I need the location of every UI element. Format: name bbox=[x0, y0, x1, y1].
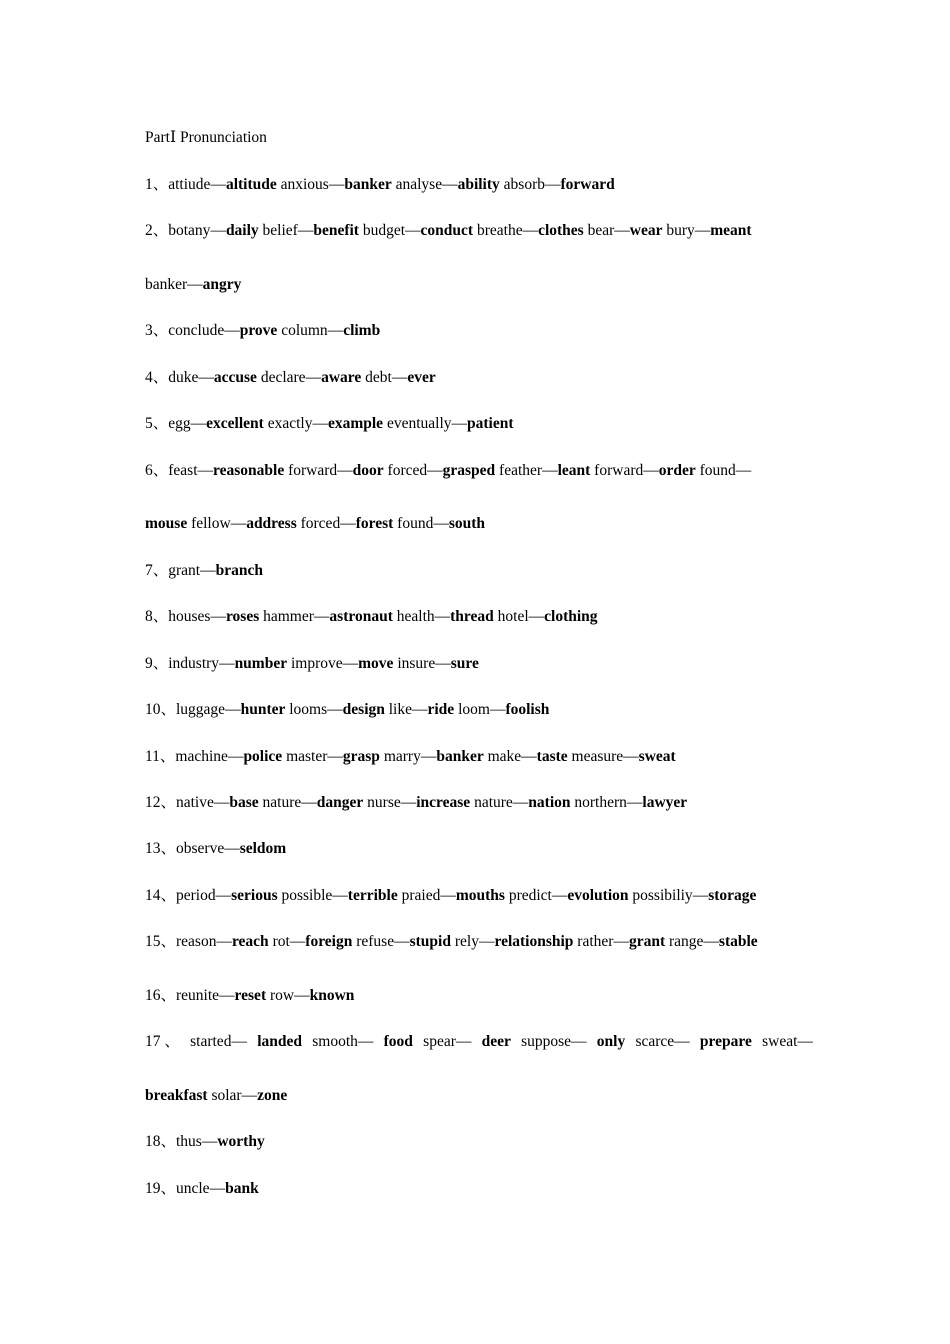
answer-word: sure bbox=[450, 655, 479, 672]
word-pair-line bbox=[145, 886, 813, 906]
prompt-word: bear bbox=[583, 222, 615, 239]
prompt-word: measure bbox=[567, 748, 624, 765]
answer-word: excellent bbox=[206, 415, 264, 432]
prompt-word: health bbox=[392, 608, 435, 625]
answer-word: forward bbox=[560, 176, 615, 193]
prompt-word: 4、duke bbox=[145, 369, 199, 386]
word-pair-line bbox=[145, 932, 813, 952]
answer-word: only bbox=[596, 1033, 626, 1050]
answer-word: sweat bbox=[638, 748, 676, 765]
prompt-word: — bbox=[613, 933, 629, 950]
prompt-word: — bbox=[522, 222, 539, 239]
answer-word: order bbox=[658, 462, 696, 479]
answer-word: wear bbox=[629, 222, 663, 239]
answer-word: base bbox=[229, 794, 259, 811]
prompt-word: 3、conclude bbox=[145, 322, 225, 339]
prompt-word: exactly bbox=[263, 415, 313, 432]
prompt-word: — bbox=[521, 748, 537, 765]
prompt-word: rely bbox=[450, 933, 479, 950]
answer-word: patient bbox=[467, 415, 514, 432]
prompt-word: 12、native bbox=[145, 794, 214, 811]
prompt-word: possible bbox=[277, 887, 333, 904]
prompt-word: 19、uncle bbox=[145, 1180, 210, 1197]
answer-word: move bbox=[358, 655, 394, 672]
prompt-word: — bbox=[210, 176, 226, 193]
prompt-word: 9、industry bbox=[145, 655, 220, 672]
prompt-word: found bbox=[393, 515, 434, 532]
prompt-word: nature bbox=[470, 794, 513, 811]
prompt-word: — bbox=[327, 701, 343, 718]
prompt-word: solar bbox=[207, 1087, 242, 1104]
answer-word: stupid bbox=[409, 933, 451, 950]
prompt-word: like bbox=[384, 701, 412, 718]
prompt-word: — bbox=[241, 1087, 258, 1104]
prompt-word: — bbox=[209, 1180, 226, 1197]
answer-word: storage bbox=[708, 887, 757, 904]
answer-word: banker bbox=[344, 176, 392, 193]
prompt-word: — bbox=[614, 222, 630, 239]
answer-word: breakfast bbox=[145, 1087, 208, 1104]
answer-word: reach bbox=[231, 933, 269, 950]
prompt-word: — bbox=[337, 462, 353, 479]
prompt-word: — bbox=[328, 176, 345, 193]
prompt-word: suppose— bbox=[521, 1033, 587, 1050]
word-pair-line bbox=[145, 1032, 813, 1052]
answer-word: clothing bbox=[544, 608, 598, 625]
prompt-word: — bbox=[305, 369, 322, 386]
prompt-word: — bbox=[230, 515, 247, 532]
answer-word: mouths bbox=[455, 887, 505, 904]
answer-word: address bbox=[246, 515, 297, 532]
prompt-word: — bbox=[478, 933, 495, 950]
prompt-word: — bbox=[442, 176, 458, 193]
prompt-word: — bbox=[213, 794, 230, 811]
prompt-word: 13、observe bbox=[145, 840, 225, 857]
prompt-word: rather bbox=[573, 933, 614, 950]
answer-word: thread bbox=[450, 608, 494, 625]
prompt-word: — bbox=[420, 748, 437, 765]
prompt-word: — bbox=[297, 222, 314, 239]
prompt-word: declare bbox=[256, 369, 306, 386]
answer-word: reasonable bbox=[213, 462, 285, 479]
prompt-word: master bbox=[282, 748, 328, 765]
prompt-word: — bbox=[190, 415, 207, 432]
prompt-word: analyse bbox=[391, 176, 443, 193]
prompt-word: — bbox=[225, 701, 241, 718]
answer-word: grasp bbox=[342, 748, 380, 765]
prompt-word: 15、reason bbox=[145, 933, 217, 950]
prompt-word: 6、feast bbox=[145, 462, 198, 479]
prompt-word: refuse bbox=[352, 933, 395, 950]
prompt-word: — bbox=[198, 369, 214, 386]
word-pair-line bbox=[145, 793, 813, 813]
answer-word: ride bbox=[427, 701, 455, 718]
prompt-word: forward bbox=[284, 462, 338, 479]
prompt-word: scarce— bbox=[635, 1033, 690, 1050]
prompt-word: — bbox=[313, 608, 330, 625]
prompt-word: 5、egg bbox=[145, 415, 191, 432]
answer-word: aware bbox=[321, 369, 362, 386]
prompt-word: — bbox=[332, 887, 348, 904]
prompt-word: belief bbox=[258, 222, 298, 239]
word-pair-line bbox=[145, 514, 813, 534]
prompt-word: range bbox=[665, 933, 704, 950]
prompt-word: forward bbox=[590, 462, 644, 479]
answer-word: climb bbox=[343, 322, 381, 339]
prompt-word: 1、attiude bbox=[145, 176, 211, 193]
answer-word: reset bbox=[234, 987, 267, 1004]
prompt-word: forced bbox=[296, 515, 341, 532]
answer-word: benefit bbox=[313, 222, 359, 239]
word-pair-line bbox=[145, 986, 813, 1006]
prompt-word: — bbox=[197, 462, 214, 479]
prompt-word: — bbox=[512, 794, 529, 811]
answer-word: food bbox=[383, 1033, 413, 1050]
prompt-word: — bbox=[327, 322, 344, 339]
prompt-word: — bbox=[623, 748, 639, 765]
prompt-word: — bbox=[201, 1133, 218, 1150]
prompt-word: breathe bbox=[473, 222, 523, 239]
prompt-word: — bbox=[200, 562, 216, 579]
word-pair-line bbox=[145, 561, 813, 581]
prompt-word: 11、machine bbox=[145, 748, 228, 765]
prompt-word: insure bbox=[393, 655, 436, 672]
answer-word: grant bbox=[628, 933, 666, 950]
answer-word: increase bbox=[416, 794, 471, 811]
prompt-word: — bbox=[227, 748, 244, 765]
prompt-word: — bbox=[215, 887, 232, 904]
word-pair-line bbox=[145, 275, 813, 295]
answer-word: altitude bbox=[225, 176, 277, 193]
prompt-word: — bbox=[394, 933, 410, 950]
prompt-word: — bbox=[327, 748, 343, 765]
answer-word: hunter bbox=[240, 701, 286, 718]
answer-word: known bbox=[309, 987, 355, 1004]
prompt-word: nature bbox=[258, 794, 302, 811]
prompt-word: — bbox=[412, 701, 428, 718]
prompt-word: spear— bbox=[423, 1033, 472, 1050]
answer-word: danger bbox=[316, 794, 364, 811]
answer-word: foolish bbox=[505, 701, 550, 718]
answer-word: taste bbox=[536, 748, 568, 765]
prompt-word: banker bbox=[145, 276, 188, 293]
answer-word: prepare bbox=[699, 1033, 752, 1050]
word-pair-line bbox=[145, 461, 813, 481]
answer-word: leant bbox=[557, 462, 591, 479]
answer-word: branch bbox=[215, 562, 263, 579]
prompt-word: — bbox=[187, 276, 203, 293]
answer-word: police bbox=[243, 748, 283, 765]
answer-word: example bbox=[327, 415, 384, 432]
prompt-word: — bbox=[210, 608, 226, 625]
prompt-word: — bbox=[289, 933, 306, 950]
prompt-word: — bbox=[224, 840, 240, 857]
answer-word: accuse bbox=[213, 369, 257, 386]
prompt-word: hammer bbox=[259, 608, 314, 625]
answer-word: door bbox=[352, 462, 384, 479]
prompt-word: — bbox=[312, 415, 328, 432]
prompt-word: praied bbox=[397, 887, 441, 904]
answer-word: number bbox=[234, 655, 288, 672]
prompt-word: sweat— bbox=[762, 1033, 813, 1050]
word-pair-line bbox=[145, 1132, 813, 1152]
prompt-word: smooth— bbox=[312, 1033, 374, 1050]
prompt-word: 7、grant bbox=[145, 562, 201, 579]
section-title: PartⅠ Pronunciation bbox=[145, 129, 267, 146]
answer-word: south bbox=[448, 515, 486, 532]
prompt-word: improve bbox=[287, 655, 343, 672]
answer-word: zone bbox=[257, 1087, 288, 1104]
prompt-word: — bbox=[542, 462, 558, 479]
word-pair-line bbox=[145, 1179, 813, 1199]
answer-word: terrible bbox=[347, 887, 398, 904]
answer-word: forest bbox=[355, 515, 394, 532]
answer-word: meant bbox=[710, 222, 752, 239]
prompt-word: — bbox=[216, 933, 232, 950]
prompt-word: — bbox=[400, 794, 417, 811]
prompt-word: — bbox=[219, 987, 235, 1004]
word-pair-line bbox=[145, 700, 813, 720]
prompt-word: 10、luggage bbox=[145, 701, 226, 718]
prompt-word: — bbox=[219, 655, 235, 672]
answer-word: design bbox=[342, 701, 385, 718]
prompt-word: — bbox=[433, 515, 449, 532]
prompt-word: — bbox=[544, 176, 561, 193]
answer-word: banker bbox=[436, 748, 484, 765]
prompt-word: — bbox=[489, 701, 506, 718]
answer-word: lawyer bbox=[642, 794, 688, 811]
answer-word: serious bbox=[231, 887, 278, 904]
prompt-word: started— bbox=[190, 1033, 247, 1050]
prompt-word: looms bbox=[285, 701, 328, 718]
answer-word: stable bbox=[718, 933, 758, 950]
answer-word: conduct bbox=[420, 222, 474, 239]
prompt-word: hotel bbox=[493, 608, 529, 625]
answer-word: astronaut bbox=[329, 608, 393, 625]
prompt-word: marry bbox=[379, 748, 421, 765]
prompt-word: 14、period bbox=[145, 887, 216, 904]
word-pair-line bbox=[145, 654, 813, 674]
prompt-word: — bbox=[694, 222, 711, 239]
prompt-word: row bbox=[266, 987, 295, 1004]
answer-word: ability bbox=[457, 176, 500, 193]
prompt-word: budget bbox=[358, 222, 406, 239]
prompt-word: — bbox=[692, 887, 709, 904]
prompt-word: bury bbox=[662, 222, 695, 239]
prompt-word: make bbox=[483, 748, 522, 765]
prompt-word: — bbox=[294, 987, 310, 1004]
prompt-word: possibiliy bbox=[628, 887, 693, 904]
word-pair-line bbox=[145, 175, 813, 195]
prompt-word: eventually bbox=[383, 415, 452, 432]
prompt-word: column bbox=[277, 322, 328, 339]
answer-word: relationship bbox=[494, 933, 574, 950]
prompt-word: — bbox=[735, 462, 752, 479]
prompt-word: absorb bbox=[499, 176, 545, 193]
prompt-word: — bbox=[451, 415, 467, 432]
prompt-word: — bbox=[551, 887, 568, 904]
prompt-word: 18、thus bbox=[145, 1133, 202, 1150]
answer-word: evolution bbox=[567, 887, 629, 904]
word-pair-line bbox=[145, 221, 813, 241]
prompt-word: — bbox=[301, 794, 317, 811]
prompt-word: — bbox=[340, 515, 356, 532]
prompt-word: — bbox=[224, 322, 240, 339]
word-pair-line bbox=[145, 747, 813, 767]
answer-word: roses bbox=[225, 608, 260, 625]
answer-word: grasped bbox=[442, 462, 496, 479]
prompt-word: — bbox=[435, 655, 451, 672]
answer-word: foreign bbox=[305, 933, 353, 950]
answer-word: mouse bbox=[145, 515, 188, 532]
prompt-word: nurse bbox=[363, 794, 401, 811]
word-pair-line bbox=[145, 607, 813, 627]
answer-word: angry bbox=[202, 276, 242, 293]
prompt-word: — bbox=[405, 222, 421, 239]
prompt-word: forced bbox=[383, 462, 428, 479]
prompt-word: — bbox=[528, 608, 545, 625]
word-pair-line bbox=[145, 414, 813, 434]
prompt-word: — bbox=[703, 933, 719, 950]
prompt-word: rot bbox=[268, 933, 290, 950]
prompt-word: fellow bbox=[187, 515, 231, 532]
answer-word: daily bbox=[225, 222, 259, 239]
prompt-word: feather bbox=[495, 462, 543, 479]
word-pair-line bbox=[145, 321, 813, 341]
prompt-word: 8、houses bbox=[145, 608, 211, 625]
prompt-word: — bbox=[210, 222, 226, 239]
word-pair-line bbox=[145, 1086, 813, 1106]
prompt-word: 16、reunite bbox=[145, 987, 220, 1004]
prompt-word: — bbox=[427, 462, 443, 479]
prompt-word: found bbox=[695, 462, 736, 479]
prompt-word: loom bbox=[454, 701, 490, 718]
prompt-word: predict bbox=[504, 887, 552, 904]
answer-word: worthy bbox=[217, 1133, 265, 1150]
prompt-word: northern bbox=[570, 794, 627, 811]
answer-word: deer bbox=[481, 1033, 511, 1050]
answer-word: bank bbox=[225, 1180, 259, 1197]
answer-word: ever bbox=[407, 369, 436, 386]
prompt-word: — bbox=[626, 794, 643, 811]
word-pair-line bbox=[145, 839, 813, 859]
prompt-word: — bbox=[434, 608, 451, 625]
answer-word: clothes bbox=[538, 222, 584, 239]
prompt-word: anxious bbox=[276, 176, 329, 193]
prompt-word: — bbox=[643, 462, 659, 479]
answer-word: landed bbox=[257, 1033, 302, 1050]
answer-word: prove bbox=[239, 322, 278, 339]
prompt-word: 17 、 bbox=[145, 1033, 180, 1050]
prompt-word: debt bbox=[361, 369, 392, 386]
word-pair-line bbox=[145, 368, 813, 388]
prompt-word: 2、botany bbox=[145, 222, 211, 239]
prompt-word: — bbox=[391, 369, 408, 386]
prompt-word: — bbox=[440, 887, 456, 904]
answer-word: nation bbox=[528, 794, 571, 811]
prompt-word: — bbox=[342, 655, 359, 672]
answer-word: seldom bbox=[239, 840, 287, 857]
